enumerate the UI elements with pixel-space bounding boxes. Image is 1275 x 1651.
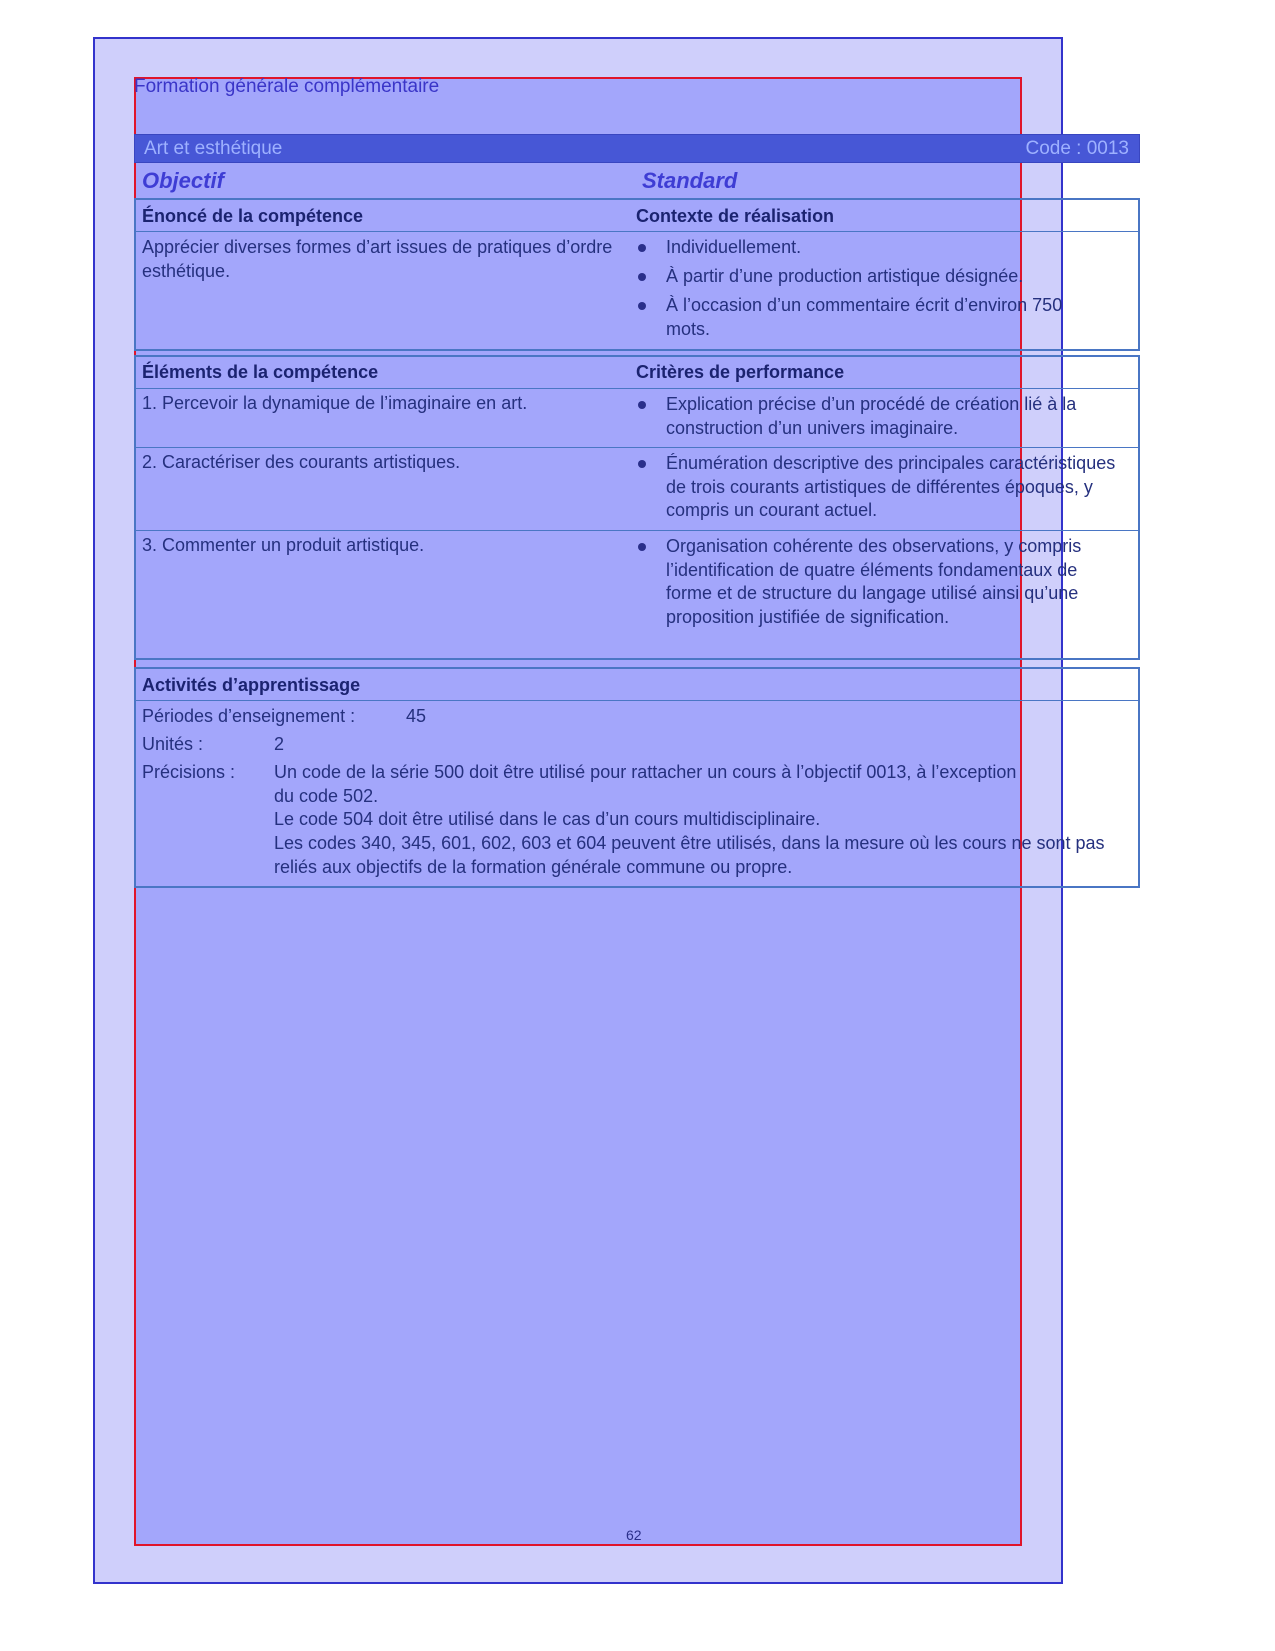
bullet-icon	[638, 302, 646, 310]
context-item: Individuellement.	[666, 237, 802, 257]
divider	[136, 700, 1138, 701]
competence-header: Énoncé de la compétence	[142, 206, 364, 226]
criterion-item: Explication précise d’un procédé de création lié à la construction d’un univers imaginaire.	[666, 394, 1077, 438]
context-item: À partir d’une production artistique désignée.	[666, 266, 1024, 286]
divider	[136, 530, 1138, 531]
divider	[136, 388, 1138, 389]
activities-header: Activités d’apprentissage	[142, 675, 361, 695]
criterion-item: Organisation cohérente des observations, y compris l’identification de quatre éléments fondamentaux de forme et de structure du langage utilisé ainsi qu’une proposition justifiée de signification.	[666, 536, 1082, 627]
context-item: À l’occasion d’un commentaire écrit d’environ 750 mots.	[666, 295, 1063, 339]
course-code: Code : 0013	[1025, 138, 1129, 159]
bullet-icon	[638, 244, 646, 252]
precision-item: Les codes 340, 345, 601, 602, 603 et 604 peuvent être utilisés, dans la mesure où les cours ne sont pas reliés aux objectifs de la formation générale commune ou propre.	[274, 833, 1105, 877]
precision-item: Un code de la série 500 doit être utilisé pour rattacher un cours à l’objectif 0013, à l’exception du code 502.	[274, 762, 1017, 806]
competence-statement: Apprécier diverses formes d’art issues de pratiques d’ordre esthétique.	[142, 237, 613, 281]
elements-header: Éléments de la compétence	[142, 362, 379, 382]
context-header: Contexte de réalisation	[636, 206, 835, 226]
course-title-bar	[134, 134, 1140, 163]
element-item: 2. Caractériser des courants artistiques.	[142, 452, 461, 472]
precisions-label: Précisions :	[142, 762, 236, 782]
bullet-icon	[638, 401, 646, 409]
units-label: Unités :	[142, 734, 204, 754]
divider	[136, 447, 1138, 448]
page-number: 62	[626, 1527, 642, 1543]
standard-label: Standard	[642, 168, 738, 193]
periods-label: Périodes d’enseignement :	[142, 706, 356, 726]
units-value: 2	[274, 734, 285, 754]
divider	[136, 231, 1138, 232]
bullet-icon	[638, 273, 646, 281]
bullet-icon	[638, 460, 646, 468]
element-item: 1. Percevoir la dynamique de l’imaginaire en art.	[142, 393, 528, 413]
criteria-header: Critères de performance	[636, 362, 845, 382]
criterion-item: Énumération descriptive des principales caractéristiques de trois courants artistiques de différentes époques, y compris un courant actuel.	[666, 453, 1116, 520]
periods-value: 45	[406, 706, 427, 726]
course-title: Art et esthétique	[144, 138, 283, 159]
page-heading: Formation générale complémentaire	[134, 76, 440, 97]
objective-label: Objectif	[142, 168, 224, 193]
element-item: 3. Commenter un produit artistique.	[142, 535, 425, 555]
precision-item: Le code 504 doit être utilisé dans le cas d’un cours multidisciplinaire.	[274, 809, 821, 829]
bullet-icon	[638, 543, 646, 551]
